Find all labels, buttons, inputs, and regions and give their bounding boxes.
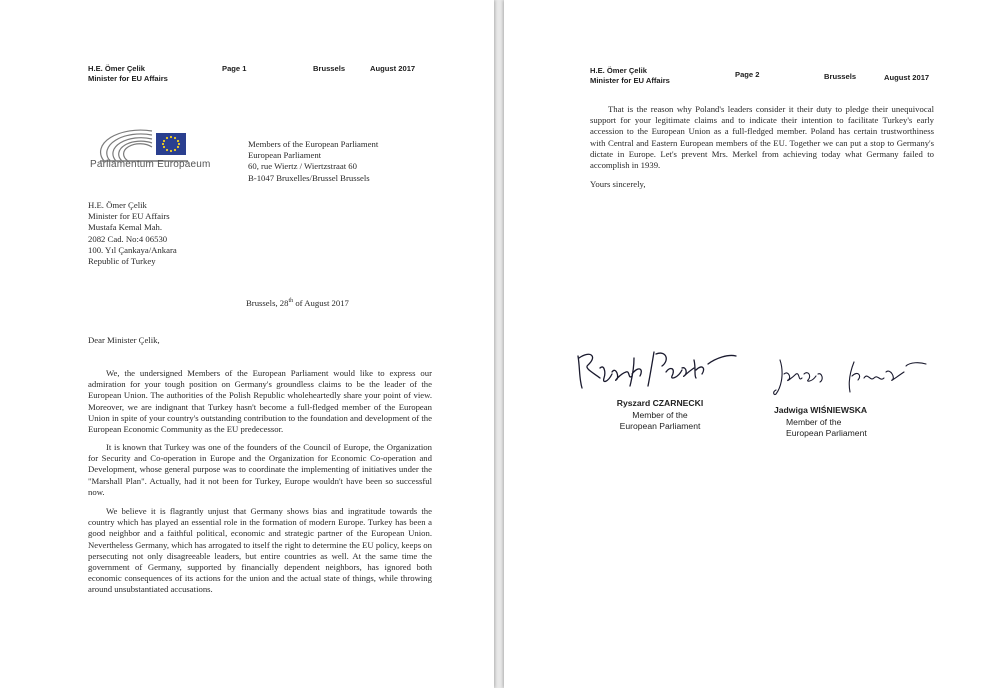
signatory-institution: European Parliament [786, 428, 867, 438]
body-paragraph-1: We, the undersigned Members of the European Parliament would like to express our admiration for your tough position on Germany's groundless claims to be the leader of the European Union. The authorities of the Polish Republic wholeheartedly share your point of view. Moreover, we are indignant that Turkey hasn't become a full-fledged member of the European Union in spite of your country's outstanding contribution to the foundation and development of the European Economic Community as the EU predecessor. [88, 368, 432, 435]
header-role: Minister for EU Affairs [590, 76, 670, 85]
header-recipient [590, 66, 670, 86]
header-page-number: Page 1 [222, 64, 247, 73]
header-date: August 2017 [884, 73, 930, 82]
place-date-suffix: of August 2017 [293, 297, 349, 308]
signatory-institution: European Parliament [619, 421, 701, 431]
logo-wordmark: Parliamentum Europaeum [90, 159, 211, 170]
place-date [246, 296, 349, 309]
header-role: Minister for EU Affairs [88, 74, 168, 83]
recipient-line: Republic of Turkey [88, 256, 156, 267]
header-name: H.E. Ömer Çelik [88, 64, 145, 73]
recipient-line: Minister for EU Affairs [88, 211, 170, 222]
recipient-line: 100. Yıl Çankaya/Ankara [88, 244, 177, 255]
signatory-name: Jadwiga WIŚNIEWSKA [774, 405, 868, 415]
signatory-title: Member of the [786, 416, 842, 427]
place-date-ordinal: th [288, 298, 294, 304]
header-city: Brussels [313, 64, 346, 73]
body-paragraph-2: It is known that Turkey was one of the founders of the Council of Europe, the Organization for Security and Co-operation in Europe and the Organization for Economic Co-operation and Development, whose general purpose was to coordinate the implementing of initiatives under the "Marshall Plan". Actually, had it not been for Turkey, Europe wouldn't have been so successful now. [88, 442, 432, 497]
signatory-block-2 [760, 405, 904, 440]
sender-address [248, 139, 378, 184]
header-date: August 2017 [370, 64, 416, 73]
recipient-line: H.E. Ömer Çelik [88, 200, 147, 210]
salutation: Dear Minister Çelik, [88, 335, 160, 345]
signatory-name: Ryszard CZARNECKI [616, 398, 704, 408]
body-paragraph-3: We believe it is flagrantly unjust that Germany shows bias and ingratitude towards the country which has played an essential role in the formation of modern Europe. Turkey has been a good neighbor and a faithful political, economic and strategic partner of the European Union. Nevertheless Germany, which has arrogated to itself the right to determine the EU policy, keeps on persecuting not only disagreeable leaders, but entire countries as well. At the same time the government of Germany, supported by financially dependent neighbors, has ignored both economic consequences of its actions for the union and the actual state of things, while throwing around unsubstantiated accusations. [88, 506, 432, 595]
sender-line: 60, rue Wiertz / Wiertzstraat 60 [248, 161, 357, 172]
header-name: H.E. Ömer Çelik [590, 66, 647, 75]
header-city: Brussels [824, 72, 857, 81]
sender-line: B-1047 Bruxelles/Brussel Brussels [248, 172, 370, 183]
letter-page-2 [504, 0, 1000, 688]
sender-line: European Parliament [248, 150, 322, 161]
header-page-number: Page 2 [735, 70, 760, 79]
body-paragraph-4: That is the reason why Poland's leaders consider it their duty to pledge their unequivocal support for your legitimate claims and to indicate their intention to facilitate Turkey's early accession to the European Union as a full-fledged member. Poland has certain trustworthiness with Central and Eastern European members of the EU. Together we can put a stop to Germany's dictate in Europe. Let's prevent Mrs. Merkel from achieving today what Germany failed to accomplish in 1939. [590, 104, 934, 171]
recipient-address [88, 200, 177, 267]
letter-page-1 [0, 0, 494, 688]
place-date-prefix: Brussels, 28 [246, 297, 289, 308]
header-recipient [88, 64, 168, 84]
handwritten-signature-wisniewska [770, 352, 930, 398]
recipient-line: 2082 Cad. No:4 06530 [88, 233, 168, 244]
signatory-block-1 [600, 398, 720, 433]
recipient-line: Mustafa Kemal Mah. [88, 222, 163, 233]
sender-line: Members of the European Parliament [248, 139, 379, 149]
handwritten-signature-czarnecki [570, 338, 740, 394]
signatory-title: Member of the [632, 409, 688, 420]
closing: Yours sincerely, [590, 179, 646, 189]
